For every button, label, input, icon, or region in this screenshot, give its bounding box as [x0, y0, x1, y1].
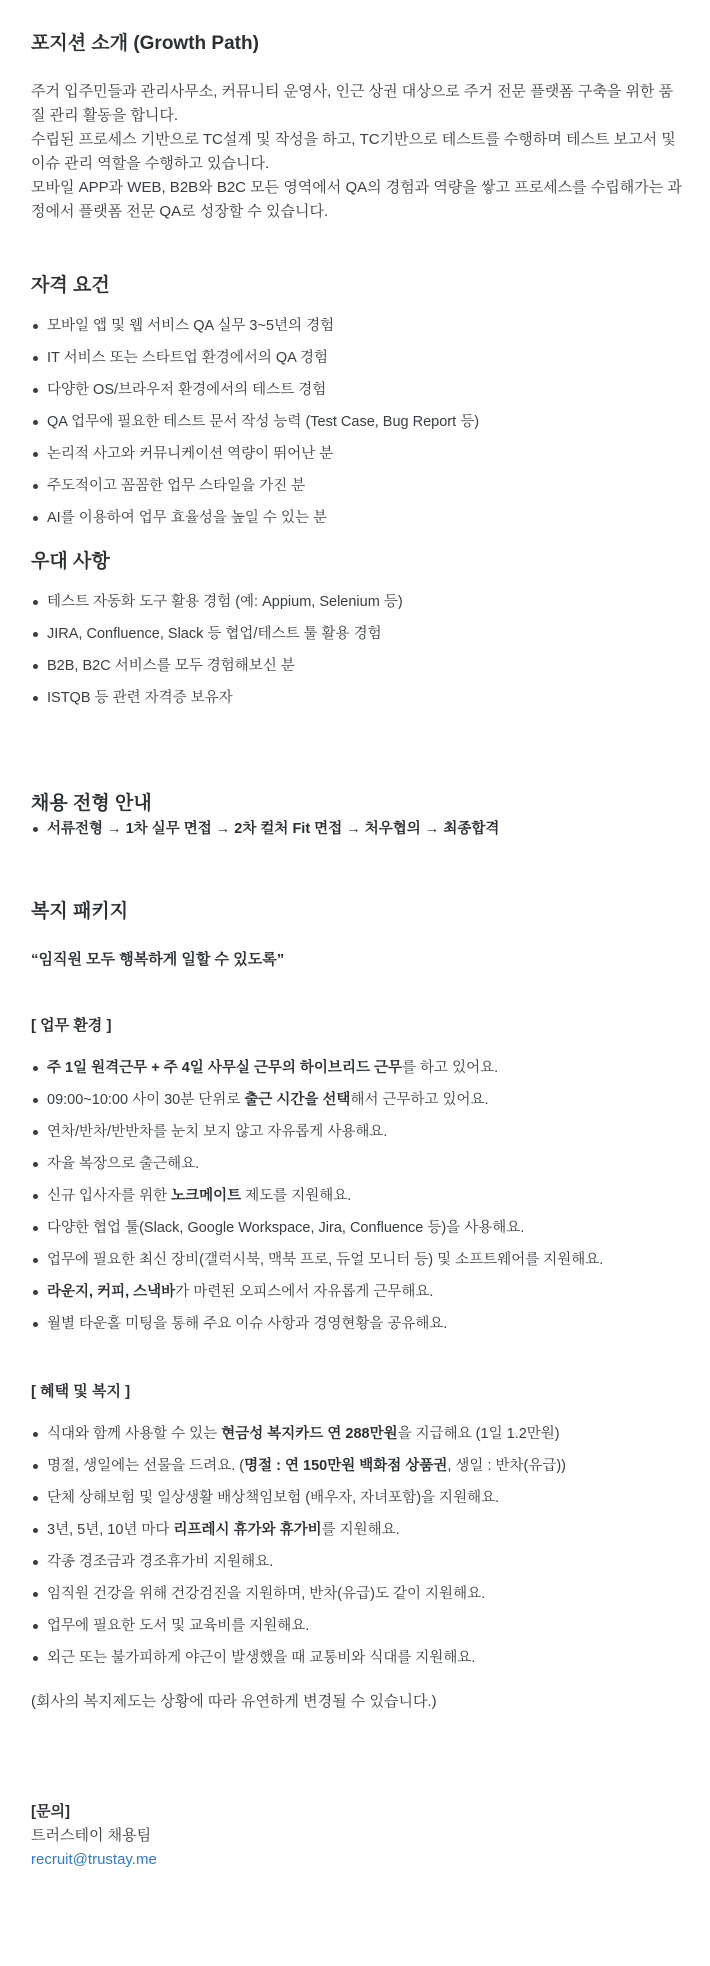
list-item: [31, 1244, 682, 1276]
list-item: [31, 1514, 682, 1546]
text: 제도를 지원해요.: [241, 1188, 352, 1204]
text: 해서 근무하고 있어요.: [350, 1092, 489, 1108]
preferred-title: 우대 사항: [31, 551, 110, 572]
bold-text: 리프레시 휴가와 휴가비: [173, 1522, 322, 1538]
benefits-slogan: “임직원 모두 행복하게 일할 수 있도록”: [31, 951, 285, 968]
list-item: [31, 1084, 682, 1116]
list-item: [31, 1212, 682, 1244]
text: , 생일 : 반차(유급)): [447, 1458, 567, 1474]
bold-text: 주 1일 원격근무 + 주 4일 사무실 근무의 하이브리드 근무: [47, 1060, 402, 1076]
process-steps: 서류전형 → 1차 실무 면접 → 2차 컬처 Fit 면접 → 처우협의 → 최종합격: [31, 818, 682, 840]
contact-title: [문의]: [31, 1803, 70, 1820]
text: 신규 입사자를 위한: [47, 1188, 172, 1204]
text: 09:00~10:00 사이 30분 단위로: [47, 1092, 245, 1108]
list-item: 모바일 앱 및 웹 서비스 QA 실무 3~5년의 경험: [31, 310, 682, 342]
qualifications-list: [31, 310, 682, 534]
preferred-list: [31, 586, 682, 714]
list-item: JIRA, Confluence, Slack 등 협업/테스트 툴 활용 경험: [31, 618, 682, 650]
list-item: [31, 1276, 682, 1308]
intro-paragraphs: [31, 80, 682, 224]
text: 월별 타운홀 미팅을 통해 주요 이슈 사항과 경영현황을 공유해요.: [47, 1316, 448, 1332]
benefits-note: (회사의 복지제도는 상황에 따라 유연하게 변경될 수 있습니다.): [31, 1693, 437, 1710]
perks-list: [31, 1418, 682, 1674]
list-item: 테스트 자동화 도구 활용 경험 (예: Appium, Selenium 등): [31, 586, 682, 618]
list-item: [31, 1418, 682, 1450]
process-list: [31, 818, 682, 840]
intro-paragraph: 수립된 프로세스 기반으로 TC설계 및 작성을 하고, TC기반으로 테스트를 수행하며 테스트 보고서 및 이슈 관리 역할을 수행하고 있습니다.: [31, 131, 676, 172]
list-item: [31, 1610, 682, 1642]
list-item: 다양한 OS/브라우저 환경에서의 테스트 경험: [31, 374, 682, 406]
text: 식대와 함께 사용할 수 있는: [47, 1426, 222, 1442]
list-item: [31, 1578, 682, 1610]
list-item: [31, 1148, 682, 1180]
list-item: QA 업무에 필요한 테스트 문서 작성 능력 (Test Case, Bug Report 등): [31, 406, 682, 438]
process-title: 채용 전형 안내: [31, 793, 152, 814]
contact-team: 트러스테이 채용팀: [31, 1827, 152, 1844]
text: 외근 또는 불가피하게 야근이 발생했을 때 교통비와 식대를 지원해요.: [47, 1650, 476, 1666]
text: 명절, 생일에는 선물을 드려요. (: [47, 1458, 245, 1474]
intro-paragraph: 모바일 APP과 WEB, B2B와 B2C 모든 영역에서 QA의 경험과 역량을 쌓고 프로세스를 수립해가는 과정에서 플랫폼 전문 QA로 성장할 수 있습니다.: [31, 179, 682, 220]
bold-text: 현금성 복지카드 연 288만원: [221, 1426, 398, 1442]
list-item: [31, 1180, 682, 1212]
list-item: [31, 1450, 682, 1482]
text: 단체 상해보험 및 일상생활 배상책임보험 (배우자, 자녀포함)을 지원해요.: [47, 1490, 500, 1506]
list-item: [31, 1308, 682, 1340]
intro-title: 포지션 소개 (Growth Path): [31, 33, 259, 54]
bold-text: 출근 시간을 선택: [244, 1092, 351, 1108]
list-item: [31, 1482, 682, 1514]
qualifications-title: 자격 요건: [31, 275, 110, 296]
list-item: [31, 1116, 682, 1148]
text: 를 지원해요.: [321, 1522, 400, 1538]
text: 연차/반차/반반차를 눈치 보지 않고 자유롭게 사용해요.: [47, 1124, 388, 1140]
text: 을 지급해요 (1일 1.2만원): [397, 1426, 560, 1442]
bold-text: 명절 : 연 150만원 백화점 상품권: [244, 1458, 448, 1474]
text: 임직원 건강을 위해 건강검진을 지원하며, 반차(유급)도 같이 지원해요.: [47, 1586, 486, 1602]
text: 업무에 필요한 최신 장비(갤럭시북, 맥북 프로, 듀얼 모니터 등) 및 소프트웨어를 지원해요.: [47, 1252, 604, 1268]
work-env-title: [ 업무 환경 ]: [31, 1017, 112, 1034]
list-item: IT 서비스 또는 스타트업 환경에서의 QA 경험: [31, 342, 682, 374]
intro-paragraph: 주거 입주민들과 관리사무소, 커뮤니티 운영사, 인근 상권 대상으로 주거 전문 플랫폼 구축을 위한 품질 관리 활동을 합니다.: [31, 83, 674, 124]
text: 가 마련된 오피스에서 자유롭게 근무해요.: [175, 1284, 434, 1300]
text: 각종 경조금과 경조휴가비 지원해요.: [47, 1554, 274, 1570]
bold-text: 노크메이트: [171, 1188, 242, 1204]
list-item: [31, 1052, 682, 1084]
contact-email-link[interactable]: recruit@trustay.me: [31, 1851, 157, 1868]
list-item: AI를 이용하여 업무 효율성을 높일 수 있는 분: [31, 502, 682, 534]
text: 를 하고 있어요.: [402, 1060, 499, 1076]
list-item: 주도적이고 꼼꼼한 업무 스타일을 가진 분: [31, 470, 682, 502]
list-item: B2B, B2C 서비스를 모두 경험해보신 분: [31, 650, 682, 682]
work-env-list: [31, 1052, 682, 1340]
list-item: ISTQB 등 관련 자격증 보유자: [31, 682, 682, 714]
text: 업무에 필요한 도서 및 교육비를 지원해요.: [47, 1618, 310, 1634]
text: 다양한 협업 툴(Slack, Google Workspace, Jira, Confluence 등)을 사용해요.: [47, 1220, 525, 1236]
list-item: [31, 1546, 682, 1578]
list-item: [31, 1642, 682, 1674]
list-item: 논리적 사고와 커뮤니케이션 역량이 뛰어난 분: [31, 438, 682, 470]
benefits-title: 복지 패키지: [31, 901, 129, 922]
text: 3년, 5년, 10년 마다: [47, 1522, 174, 1538]
perks-title: [ 혜택 및 복지 ]: [31, 1383, 131, 1400]
bold-text: 라운지, 커피, 스낵바: [47, 1284, 176, 1300]
text: 자율 복장으로 출근해요.: [47, 1156, 200, 1172]
